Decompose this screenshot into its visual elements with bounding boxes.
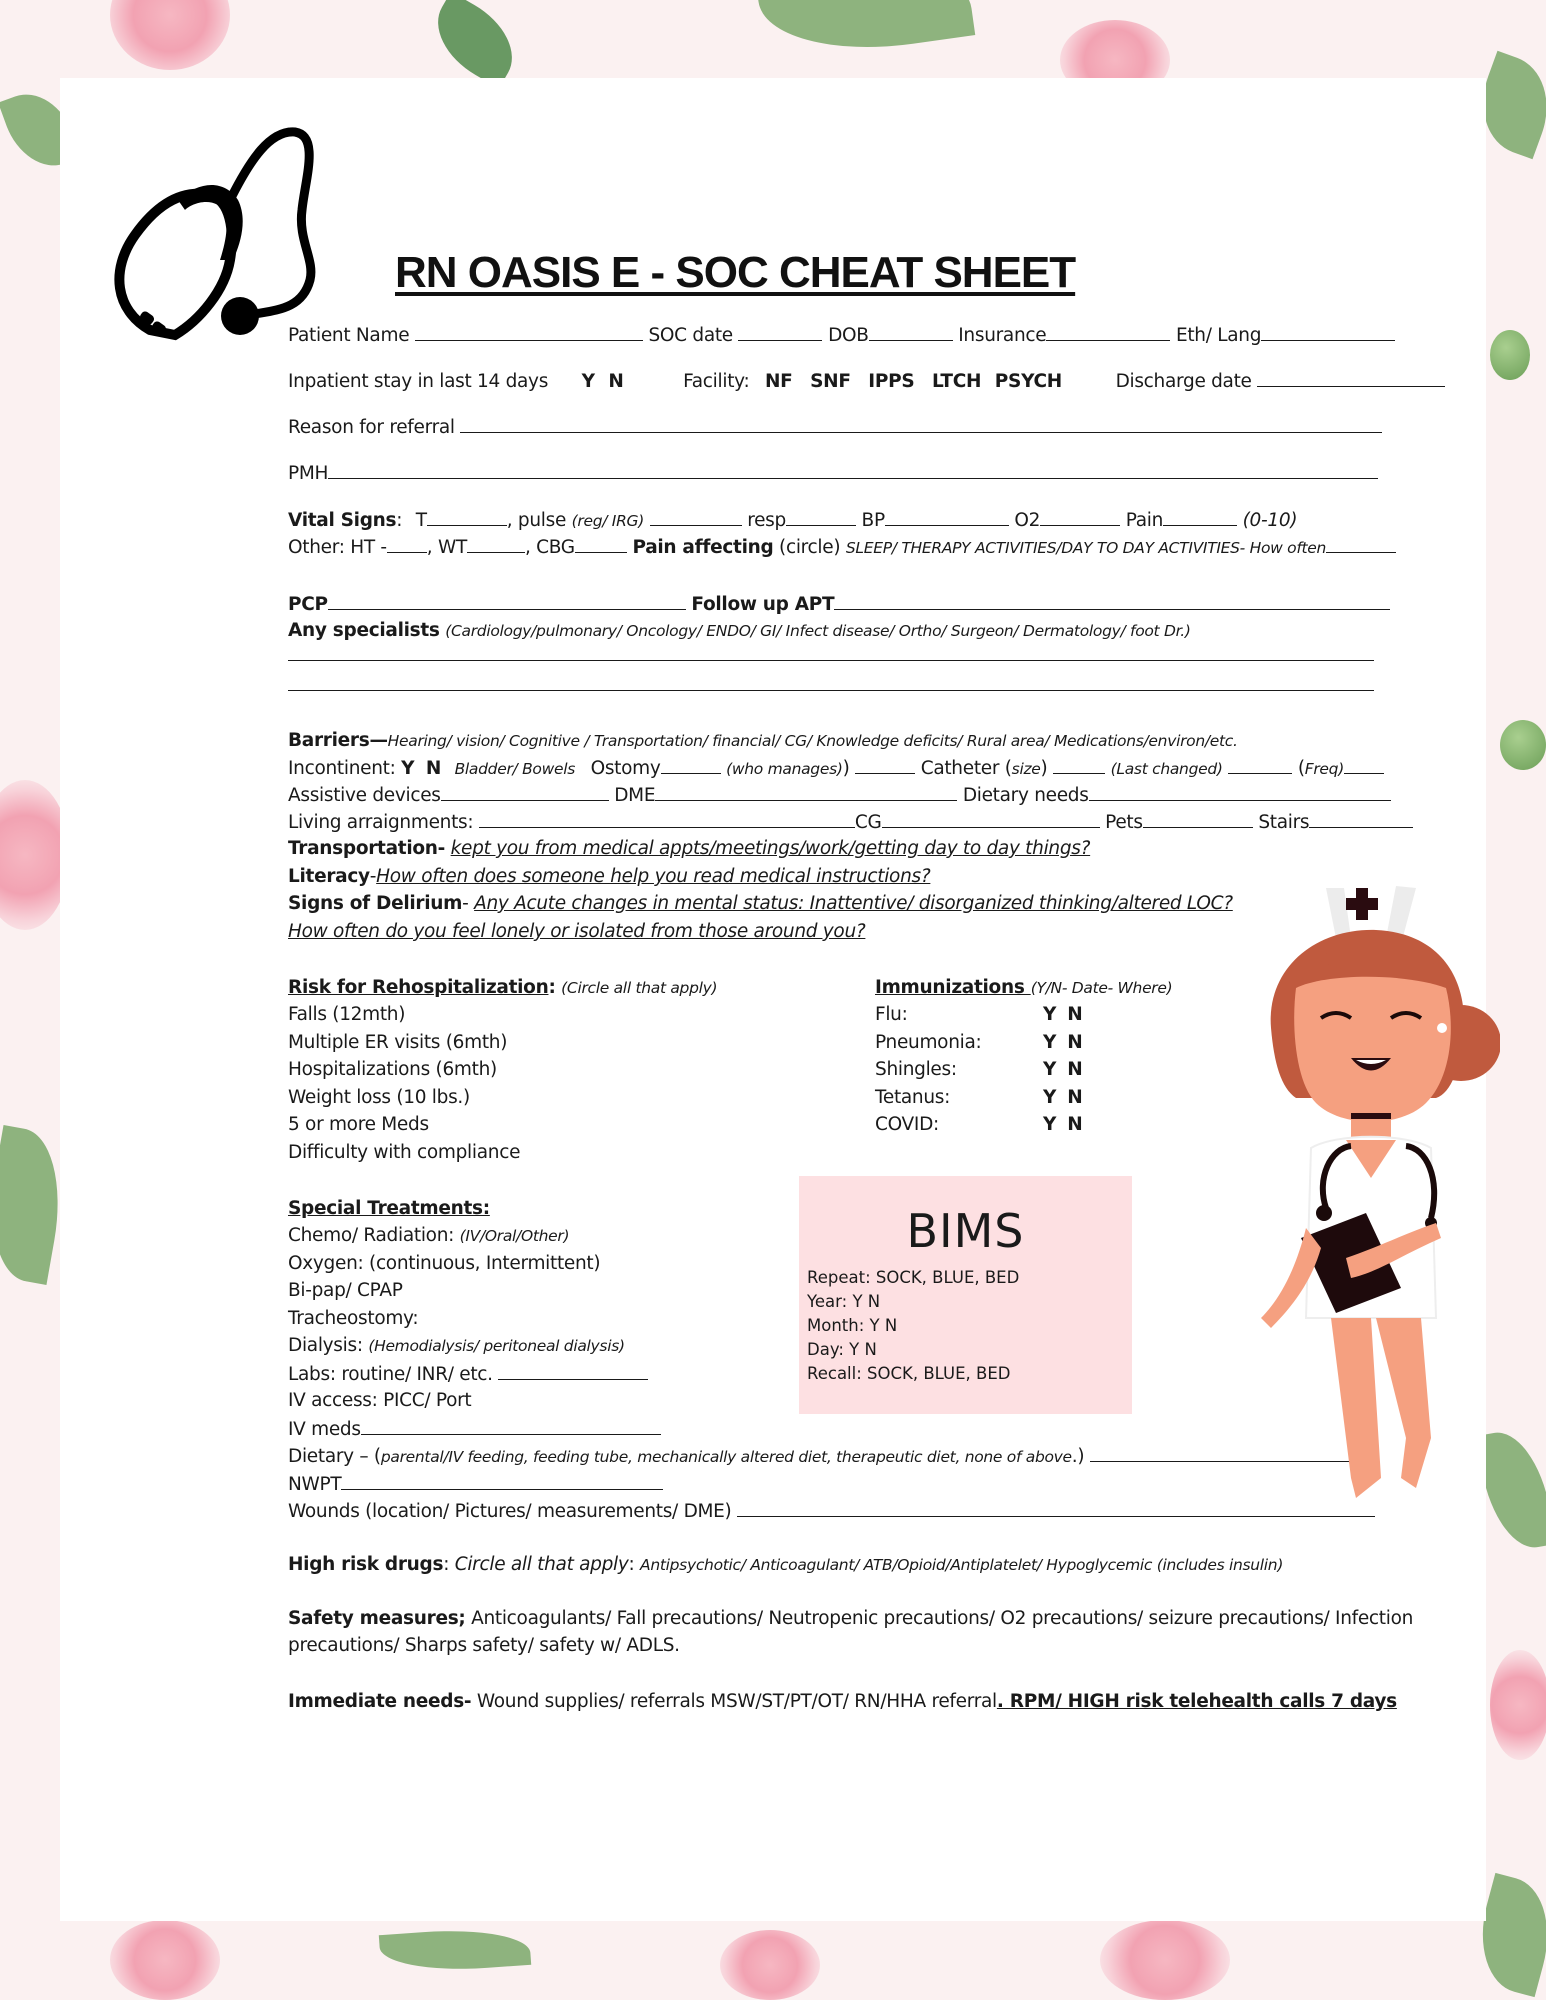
dme-label: DME [614,785,656,806]
follow-up-label: Follow up APT [691,594,835,615]
special-treatments-header [288,1198,490,1219]
immediate-needs-emphasis: . RPM/ HIGH risk telehealth calls 7 days [996,1691,1397,1712]
immediate-needs-text: Wound supplies/ referrals MSW/ST/PT/OT/ RN/HHA referral [471,1691,997,1712]
bud-decoration [1500,720,1546,770]
wt-field[interactable] [467,536,525,553]
eth-lang-label: Eth/ Lang [1175,325,1262,346]
wt-label: , WT [426,537,467,558]
lonely-row [288,921,865,942]
insurance-field[interactable] [1046,324,1170,341]
immunizations-note: (Y/N- Date- Where) [1030,979,1173,997]
rehosp-title: Risk for Rehospitalization [288,977,549,998]
barriers-options[interactable]: Hearing/ vision/ Cognitive / Transportation/ financial/ CG/ Knowledge deficits/ Rural area/ Medications/environ/etc. [387,732,1238,750]
pets-label: Pets [1105,812,1143,833]
inpatient-yes[interactable]: Y [581,371,595,392]
literacy-row [288,866,930,887]
paren: ) [1040,758,1048,779]
high-risk-options[interactable]: Antipsychotic/ Anticoagulant/ ATB/Opioid/Antiplatelet/ Hypoglycemic (includes insulin) [640,1556,1284,1574]
specialists-field-2[interactable] [288,674,1374,691]
rehosp-item[interactable]: 5 or more Meds [288,1114,429,1135]
reason-row [288,416,1382,438]
nwpt-label: NWPT [288,1474,342,1495]
pcp-field[interactable] [328,593,686,610]
lonely-question: How often do you feel lonely or isolated from those around you? [288,921,866,942]
bp-label: BP [861,510,885,531]
specialists-line [288,644,1374,666]
eth-lang-field[interactable] [1261,324,1395,341]
discharge-date-label: Discharge date [1115,371,1252,392]
pulse-options: (reg/ IRG) [571,512,644,530]
rehosp-item[interactable]: Multiple ER visits (6mth) [288,1032,508,1053]
immunization-shingles [875,1059,1082,1080]
catheter-size-field[interactable] [1053,757,1105,774]
bp-field[interactable] [885,509,1009,526]
discharge-date-field[interactable] [1257,370,1445,387]
inpatient-no[interactable]: N [608,371,624,392]
resp-label: resp [747,510,786,531]
pcp-label: PCP [288,594,328,615]
cbg-field[interactable] [575,536,627,553]
immediate-needs-row [288,1691,1397,1712]
patient-name-label: Patient Name [288,325,410,346]
incontinent-label: Incontinent: [288,758,396,779]
facility-label: Facility: [683,371,750,392]
immunization-name: Shingles: [875,1059,957,1080]
immunization-yes[interactable]: Y [1043,1004,1057,1025]
incontinent-type[interactable]: Bladder/ Bowels [454,760,575,778]
immunization-no[interactable]: N [1067,1114,1083,1135]
dietary-needs-field[interactable] [1089,784,1391,801]
circle-note: Circle all that apply [454,1554,629,1575]
insurance-label: Insurance [958,325,1047,346]
literacy-question: How often does someone help you read medical instructions? [376,866,931,887]
dietary-label: Dietary – ( [288,1446,381,1467]
delirium-question: Any Acute changes in mental status: Inattentive/ disorganized thinking/altered LOC? [474,893,1233,914]
specialists-line [288,674,1374,696]
safety-measures-row [288,1608,1413,1629]
specialists-label: Any specialists [288,620,440,641]
special-item-dialysis[interactable] [288,1335,625,1356]
assistive-devices-label: Assistive devices [288,785,441,806]
immunization-name: Pneumonia: [875,1032,982,1053]
special-item-labs [288,1363,648,1385]
nwpt-field[interactable] [341,1473,663,1490]
cheat-sheet-page [60,78,1486,1921]
bims-month[interactable]: Month: Y N [807,1316,898,1335]
specialists-options[interactable]: (Cardiology/pulmonary/ Oncology/ ENDO/ GI/ Infect disease/ Ortho/ Surgeon/ Dermatology/ foot Dr.) [445,622,1191,640]
special-treatments-title: Special Treatments: [288,1198,490,1219]
follow-up-field[interactable] [834,593,1390,610]
literacy-label: Literacy [288,866,370,887]
dob-label: DOB [828,325,869,346]
incontinent-no[interactable]: N [425,758,441,779]
facility-ipps[interactable]: IPPS [868,371,915,392]
bims-repeat: Repeat: SOCK, BLUE, BED [807,1268,1020,1287]
special-item-oxygen[interactable]: Oxygen: (continuous, Intermittent) [288,1253,601,1274]
iv-meds-field[interactable] [361,1418,661,1435]
immunization-no[interactable]: N [1067,1087,1083,1108]
dob-field[interactable] [869,324,953,341]
rehosp-item[interactable]: Falls (12mth) [288,1004,406,1025]
incontinent-yes[interactable]: Y [401,758,415,779]
o2-field[interactable] [1040,509,1120,526]
dash: - [369,866,377,887]
dme-field[interactable] [655,784,957,801]
catheter-label: Catheter ( [920,758,1012,779]
immunization-name: Tetanus: [875,1087,951,1108]
transportation-row [288,838,1090,859]
soc-date-field[interactable] [738,324,822,341]
transportation-label: Transportation- [288,838,446,859]
reason-label: Reason for referral [288,417,455,438]
freq-label: Freq) [1304,760,1344,778]
bud-decoration [1490,330,1530,380]
chemo-label: Chemo/ Radiation: [288,1225,460,1246]
leaf-decoration [421,0,529,88]
living-arrangements-label: Living arraignments: [288,812,474,833]
pain-scale: (0-10) [1242,510,1298,531]
delirium-label: Signs of Delirium [288,893,463,914]
safety-measures-row-2[interactable]: precautions/ Sharps safety/ safety w/ ADLS. [288,1635,680,1656]
specialists-field-1[interactable] [288,644,1374,661]
stairs-label: Stairs [1258,812,1310,833]
special-item-iv-meds [288,1418,661,1440]
labs-field[interactable] [498,1363,648,1380]
assistive-row [288,784,1391,806]
rehosp-item[interactable]: Difficulty with compliance [288,1142,521,1163]
leaf-decoration [379,1925,531,1975]
incontinent-row: Incontinent: Y N Bladder/ Bowels Ostomy (who manages)) Catheter (size) (Last changed) (Freq) [288,757,1384,779]
ht-field[interactable] [387,536,427,553]
delirium-row [288,893,1233,914]
inpatient-row [288,370,1445,392]
dialysis-options: (Hemodialysis/ peritoneal dialysis) [368,1337,625,1355]
wounds-label: Wounds (location/ Pictures/ measurements/ DME) [288,1501,732,1522]
bims-box [799,1176,1132,1414]
pain-field[interactable] [1163,509,1237,526]
facility-nf[interactable]: NF [764,371,793,392]
pulse-label: , pulse [506,510,567,531]
immunization-no[interactable]: N [1067,1004,1083,1025]
pets-field[interactable] [1143,811,1253,828]
pmh-field[interactable] [328,462,1378,479]
patient-name-field[interactable] [415,324,643,341]
vital-signs-label: Vital Signs [288,510,397,531]
pcp-row [288,593,1390,615]
special-item-bipap[interactable]: Bi-pap/ CPAP [288,1280,403,1301]
special-item-dietary [288,1445,1360,1467]
bims-recall: Recall: SOCK, BLUE, BED [807,1364,1011,1383]
transportation-question: kept you from medical appts/meetings/work/getting day to day things? [450,838,1091,859]
facility-ltch[interactable]: LTCH [931,371,982,392]
immunization-pneumonia [875,1032,1082,1053]
high-risk-label: High risk drugs [288,1554,444,1575]
temp-field[interactable] [427,509,507,526]
immunization-no[interactable]: N [1067,1032,1083,1053]
o2-label: O2 [1014,510,1041,531]
immunization-yes[interactable]: Y [1043,1059,1057,1080]
special-item-wounds [288,1500,1375,1522]
nurse-illustration [1256,878,1500,1518]
cbg-label: , CBG [524,537,575,558]
living-arrangements-field[interactable] [479,811,855,828]
flower-decoration [1490,1650,1546,1760]
dietary-options[interactable]: parental/IV feeding, feeding tube, mechanically altered diet, therapeutic diet, none of above [380,1448,1072,1466]
dialysis-label: Dialysis: [288,1335,369,1356]
immunizations-title: Immunizations [875,977,1031,998]
colon: : [548,977,556,998]
barriers-label: Barriers— [288,730,388,751]
flower-decoration [110,1920,220,2000]
iv-meds-label: IV meds [288,1419,361,1440]
bims-day[interactable]: Day: Y N [807,1340,877,1359]
dietary-needs-label: Dietary needs [962,785,1089,806]
chemo-options: (IV/Oral/Other) [459,1227,570,1245]
flower-decoration [1100,1920,1230,2000]
immunization-tetanus [875,1087,1082,1108]
temp-label: T [415,510,427,531]
assistive-devices-field[interactable] [441,784,609,801]
specialists-row [288,620,1191,641]
immunization-yes[interactable]: Y [1043,1114,1057,1135]
living-row [288,811,1413,833]
reason-field[interactable] [460,416,1382,433]
immunization-name: Flu: [875,1004,908,1025]
freq-field[interactable] [1344,757,1384,774]
high-risk-drugs-row: High risk drugs: Circle all that apply: Antipsychotic/ Anticoagulant/ ATB/Opioid/Antiplatelet/ Hypoglycemic (includes insulin) [288,1554,1284,1575]
page-title: RN OASIS E - SOC CHEAT SHEET [395,248,1076,297]
flower-decoration [110,0,230,70]
flower-decoration [720,1930,820,2000]
pain-label: Pain [1125,510,1164,531]
patient-info-row [288,324,1395,346]
who-manages-label: (who manages) [726,760,843,778]
pmh-row [288,462,1378,484]
catheter-size-label: size [1011,760,1041,778]
how-often-field[interactable] [1326,536,1396,553]
who-manages-field[interactable] [855,757,915,774]
pulse-field[interactable] [650,509,742,526]
rehosp-item[interactable]: Hospitalizations (6mth) [288,1059,497,1080]
circle-note: (circle) [779,537,841,558]
resp-field[interactable] [786,509,856,526]
rehosp-header [288,977,717,998]
inpatient-label: Inpatient stay in last 14 days [288,371,549,392]
immunization-name: COVID: [875,1114,939,1135]
bims-year[interactable]: Year: Y N [807,1292,881,1311]
facility-snf[interactable]: SNF [810,371,851,392]
safety-options[interactable]: Anticoagulants/ Fall precautions/ Neutropenic precautions/ O2 precautions/ seizure precautions/ Infection [465,1608,1414,1629]
special-item-trach[interactable]: Tracheostomy: [288,1308,419,1329]
pain-affecting-options[interactable]: SLEEP/ THERAPY ACTIVITIES/DAY TO DAY ACTIVITIES- How often [845,539,1327,557]
immunizations-header [875,977,1172,998]
facility-psych[interactable]: PSYCH [994,371,1062,392]
immunization-no[interactable]: N [1067,1059,1083,1080]
stairs-field[interactable] [1309,811,1413,828]
rehosp-item[interactable]: Weight loss (10 lbs.) [288,1087,470,1108]
pain-affecting-label: Pain affecting [632,537,774,558]
soc-date-label: SOC date [648,325,733,346]
ostomy-label: Ostomy [590,758,661,779]
immunization-yes[interactable]: Y [1043,1032,1057,1053]
leaf-decoration [755,0,975,64]
last-changed-field[interactable] [1228,757,1292,774]
safety-label: Safety measures; [288,1608,466,1629]
cg-label: CG [854,812,882,833]
last-changed-label: (Last changed) [1110,760,1223,778]
labs-label: Labs: routine/ INR/ etc. [288,1364,493,1385]
immunization-flu [875,1004,1082,1025]
pmh-label: PMH [288,463,329,484]
barriers-row [288,730,1238,751]
immunization-yes[interactable]: Y [1043,1087,1057,1108]
vital-signs-row: Vital Signs: T , pulse (reg/ IRG) resp BP O2 Pain (0-10) [288,510,1298,531]
ht-label: Other: HT - [288,537,387,558]
immediate-needs-label: Immediate needs- [288,1691,472,1712]
paren: .) [1071,1446,1085,1467]
special-item-nwpt [288,1473,663,1495]
cg-field[interactable] [882,811,1100,828]
ostomy-field[interactable] [661,757,721,774]
dash: - [462,893,475,914]
special-item-iv-access[interactable]: IV access: PICC/ Port [288,1390,472,1411]
rehosp-note: (Circle all that apply) [561,979,718,997]
other-vitals-row [288,536,1396,558]
immunization-covid [875,1114,1082,1135]
special-item-chemo[interactable] [288,1225,569,1246]
bims-title: BIMS [906,1204,1025,1258]
